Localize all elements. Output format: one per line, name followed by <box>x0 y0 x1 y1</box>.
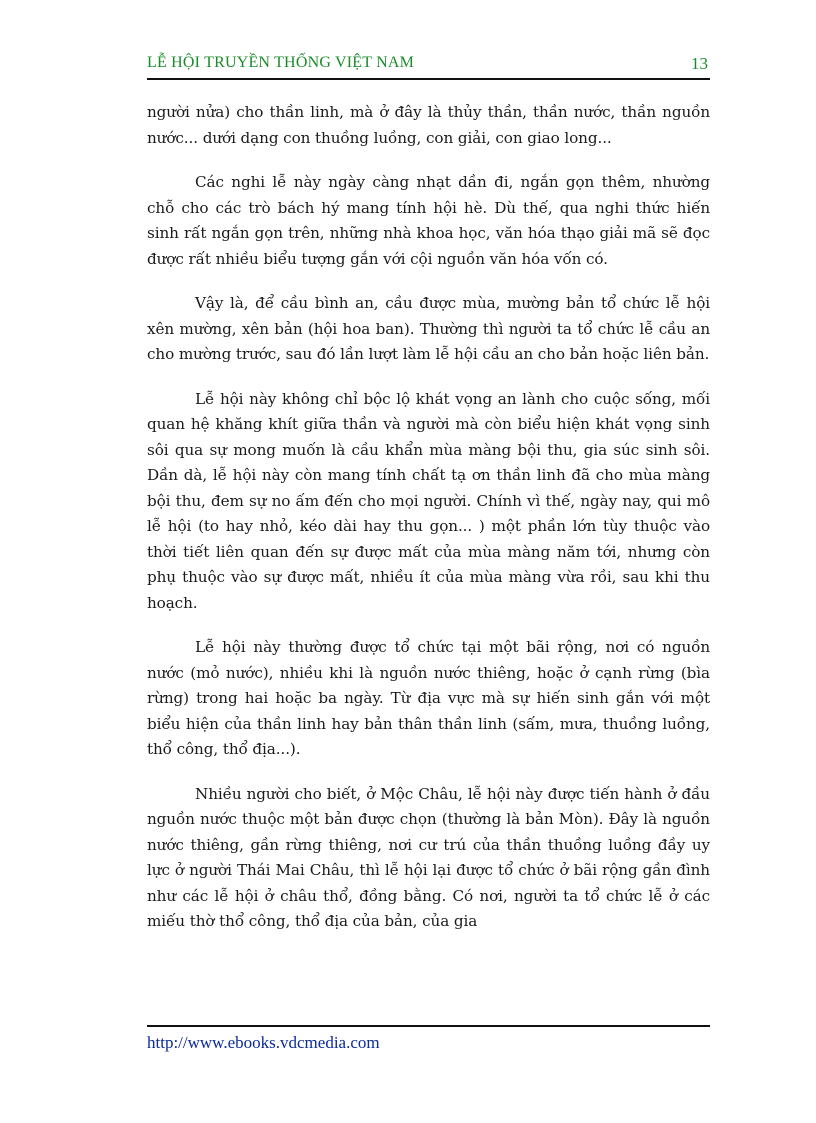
paragraph: Nhiều người cho biết, ở Mộc Châu, lễ hội này được tiến hành ở đầu nguồn nước thuộc một bản được chọn (thường là bản Mòn). Đây là nguồn nước thiêng, gần rừng thiêng, nơi cư trú của thần thuồng luồng đầy uy lực ở người Thái Mai Châu, thì lễ hội lại được tổ chức ở bãi rộng gần đình như các lễ hội ở châu thổ, đồng bằng. Có nơi, người ta tổ chức lễ ở các miếu thờ thổ công, thổ địa của bản, của gia <box>147 784 710 930</box>
book-title: LỄ HỘI TRUYỀN THỐNG VIỆT NAM <box>147 54 415 71</box>
paragraph: Lễ hội này thường được tổ chức tại một bãi rộng, nơi có nguồn nước (mỏ nước), nhiều khi là nguồn nước thiêng, hoặc ở cạnh rừng (bìa rừng) trong hai hoặc ba ngày. Từ địa vực mà sự hiến sinh gắn với một biểu hiện của thần linh hay bản thân thần linh (sấm, mưa, thuồng luồng, thổ công, thổ địa...). <box>147 638 710 758</box>
paragraph-continued: người nửa) cho thần linh, mà ở đây là thủy thần, thần nước, thần nguồn nước... dưới dạng con thuồng luồng, con giải, con giao long... <box>147 103 710 147</box>
running-header <box>147 52 710 80</box>
footer-divider <box>147 1025 710 1027</box>
page-number: 13 <box>691 54 708 73</box>
paragraph: Vậy là, để cầu bình an, cầu được mùa, mường bản tổ chức lễ hội xên mường, xên bản (hội hoa ban). Thường thì người ta tổ chức lễ cầu an cho mường trước, sau đó lần lượt làm lễ hội cầu an cho bản hoặc liên bản. <box>147 294 710 363</box>
paragraph: Các nghi lễ này ngày càng nhạt dần đi, ngắn gọn thêm, nhường chỗ cho các trò bách hý mang tính hội hè. Dù thế, qua nghi thức hiến sinh rất ngắn gọn trên, những nhà khoa học, văn hóa thạo giải mã sẽ đọc được rất nhiều biểu tượng gắn với cội nguồn văn hóa vốn có. <box>147 173 710 268</box>
page-body <box>147 100 710 935</box>
footer-website-link[interactable]: http://www.ebooks.vdcmedia.com <box>147 1033 380 1052</box>
paragraph: Lễ hội này không chỉ bộc lộ khát vọng an lành cho cuộc sống, mối quan hệ khăng khít giữa thần và người mà còn biểu hiện khát vọng sinh sôi qua sự mong muốn là cầu khẩn mùa màng bội thu, gia súc sinh sôi. Dần dà, lễ hội này còn mang tính chất tạ ơn thần linh đã cho mùa màng bội thu, đem sự no ấm đến cho mọi người. Chính vì thế, ngày nay, qui mô lễ hội (to hay nhỏ, kéo dài hay thu gọn... ) một phần lớn tùy thuộc vào thời tiết liên quan đến sự được mất của mùa màng năm tới, nhưng còn phụ thuộc vào sự được mất, nhiều ít của mùa màng vừa rồi, sau khi thu hoạch. <box>147 389 710 612</box>
